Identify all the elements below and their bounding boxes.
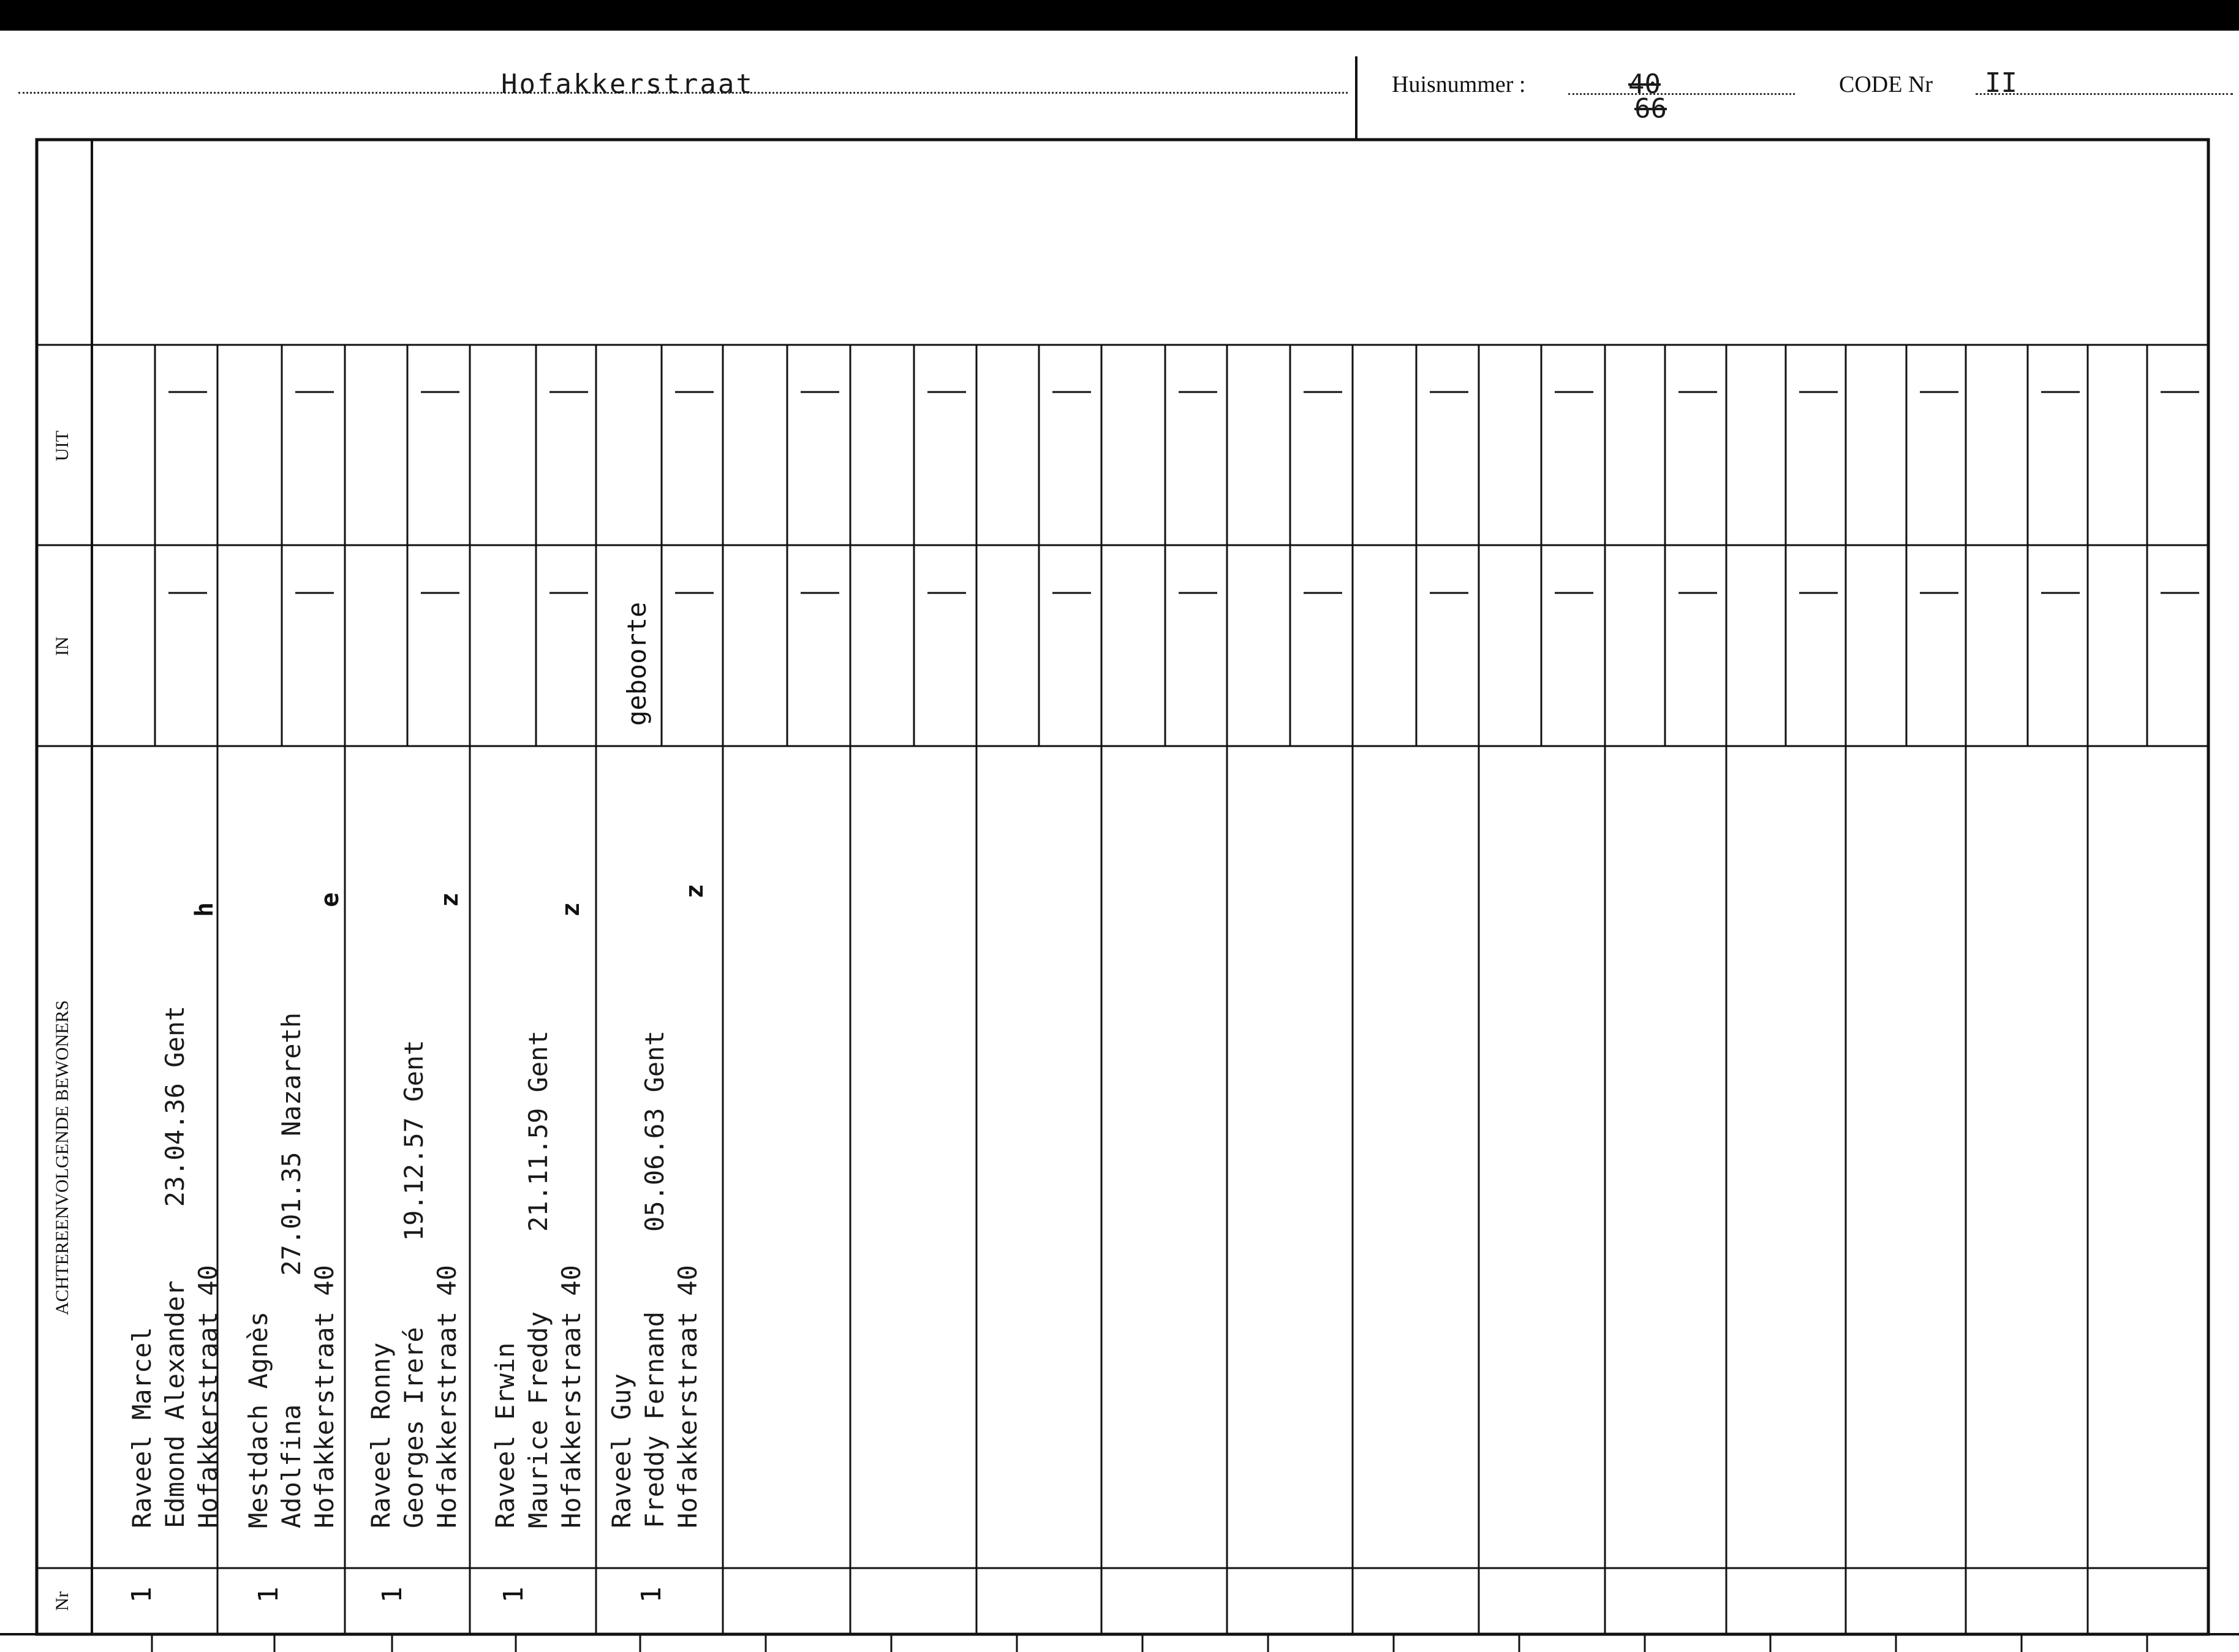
resident-code: e (316, 892, 345, 908)
resident-name1: Raveel Marcel (127, 1327, 157, 1528)
resident-text-block (126, 1006, 225, 1528)
resident-name1: Mestdach Agnès (243, 1311, 273, 1528)
uit-label: UIT (52, 431, 72, 461)
resident-address: Hofakkerstraat 40 (432, 1265, 462, 1528)
nr-label: Nr (52, 1591, 72, 1611)
resident-code: z (557, 902, 586, 918)
resident-text-block (364, 1040, 464, 1528)
resident-nr: 1 (497, 1586, 529, 1603)
resident-nr: 1 (635, 1586, 667, 1603)
bewoners-label: ACHTEREENVOLGENDE BEWONERS (52, 1000, 72, 1316)
street-name: Hofakkerstraat (501, 69, 754, 100)
resident-text-block (605, 1030, 704, 1528)
resident-name2: Freddy Fernand (640, 1311, 670, 1528)
huisnummer-old: 40 (1628, 69, 1661, 100)
resident-birth: 27.01.35 Nazareth (276, 1012, 306, 1276)
resident-nr: 1 (376, 1586, 408, 1603)
resident-text-block (242, 1013, 341, 1528)
resident-code: z (436, 892, 464, 908)
in-label: IN (52, 636, 72, 656)
resident-address: Hofakkerstraat 40 (673, 1265, 703, 1528)
resident-birth: 23.04.36 Gent (160, 1005, 190, 1207)
resident-birth: 19.12.57 Gent (399, 1039, 429, 1242)
resident-name2: Edmond Alexander (160, 1280, 190, 1528)
huisnummer-new: 66 (1634, 93, 1667, 124)
resident-nr: 1 (252, 1586, 284, 1603)
resident-address: Hofakkerstraat 40 (556, 1265, 586, 1528)
resident-name2: Georges Ireré (399, 1327, 429, 1528)
resident-code: z (681, 883, 709, 899)
code-label: CODE Nr (1839, 72, 1933, 97)
resident-code: h (191, 902, 219, 918)
resident-birth: 05.06.63 Gent (640, 1030, 670, 1232)
resident-name1: Raveel Erwin (490, 1342, 520, 1528)
resident-birth: 21.11.59 Gent (523, 1030, 553, 1232)
resident-name1: Raveel Ronny (366, 1342, 396, 1528)
huisnummer-label: Huisnummer : (1392, 72, 1526, 97)
code-value: II (1985, 67, 2017, 99)
in-note: geboorte (622, 602, 652, 726)
resident-name1: Raveel Guy (606, 1373, 636, 1528)
resident-address: Hofakkerstraat 40 (193, 1265, 223, 1528)
resident-text-block (489, 1030, 588, 1528)
resident-name2: Maurice Freddy (523, 1311, 553, 1528)
resident-address: Hofakkerstraat 40 (309, 1265, 339, 1528)
resident-nr: 1 (126, 1586, 157, 1603)
resident-name2: Adolfina (276, 1404, 306, 1528)
